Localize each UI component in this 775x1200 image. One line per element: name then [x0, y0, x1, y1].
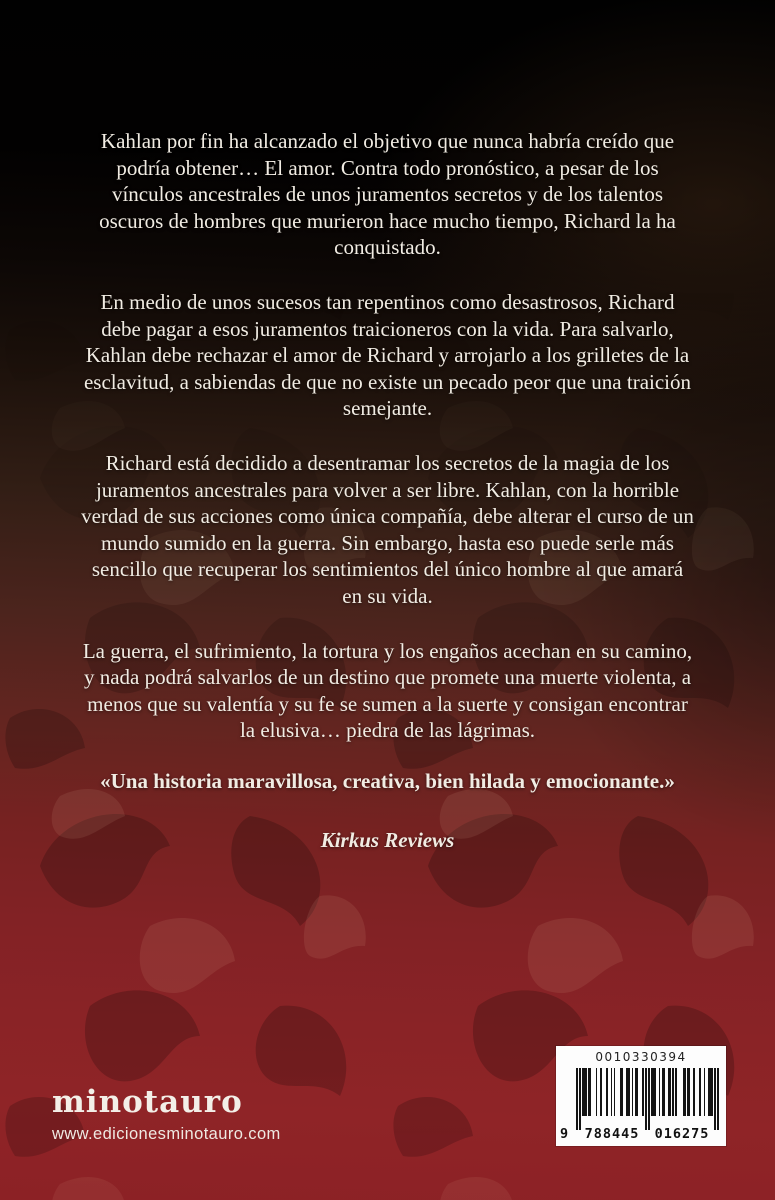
isbn-right-group: 016275	[654, 1125, 710, 1142]
synopsis-paragraph-4: La guerra, el sufrimiento, la tortura y los engaños acechan en su camino, y nada podrá salvarlos de un destino que promete una muerte violenta, a menos que su valentía y su fe se sumen a la suerte y consigan encontrar la elusiva… piedra de las lágrimas.	[82, 638, 693, 743]
review-quote: «Una historia maravillosa, creativa, bien hilada y emocionante.»	[100, 768, 675, 793]
isbn-left-group: 788445	[584, 1125, 640, 1142]
publisher-block	[52, 1084, 281, 1144]
publisher-logo: minotauro	[52, 1084, 243, 1120]
synopsis-paragraph-3: Richard está decidido a desentramar los secretos de la magia de los juramentos ancestrales para volver a ser libre. Kahlan, con la horrible verdad de sus acciones como única compañía, debe alterar el curso de un mundo sumido en la guerra. Sin embargo, hasta eso puede serle más sencillo que recuperar los sentimientos del único hombre al que amará en su vida.	[81, 450, 694, 608]
synopsis-paragraph-1: Kahlan por fin ha alcanzado el objetivo que nunca habría creído que podría obtener… El amor. Contra todo pronóstico, a pesar de los vínculos ancestrales de unos juramentos secretos y de los talentos oscuros de hombres que murieron hace mucho tiempo, Richard la ha conquistado.	[99, 129, 676, 260]
barcode-bars	[576, 1068, 719, 1130]
barcode-top-number: 0010330394	[595, 1050, 687, 1064]
publisher-website: www.edicionesminotauro.com	[52, 1125, 281, 1143]
synopsis-paragraph-2: En medio de unos sucesos tan repentinos como desastrosos, Richard debe pagar a esos juramentos traicioneros con la vida. Para salvarlo, Kahlan debe rechazar el amor de Richard y arrojarlo a los grilletes de la esclavitud, a sabiendas de que no existe un pecado peor que una traición semejante.	[83, 289, 692, 421]
isbn-first-digit: 9	[560, 1125, 569, 1142]
barcode-label	[556, 1046, 726, 1146]
review-source: Kirkus Reviews	[320, 828, 455, 853]
